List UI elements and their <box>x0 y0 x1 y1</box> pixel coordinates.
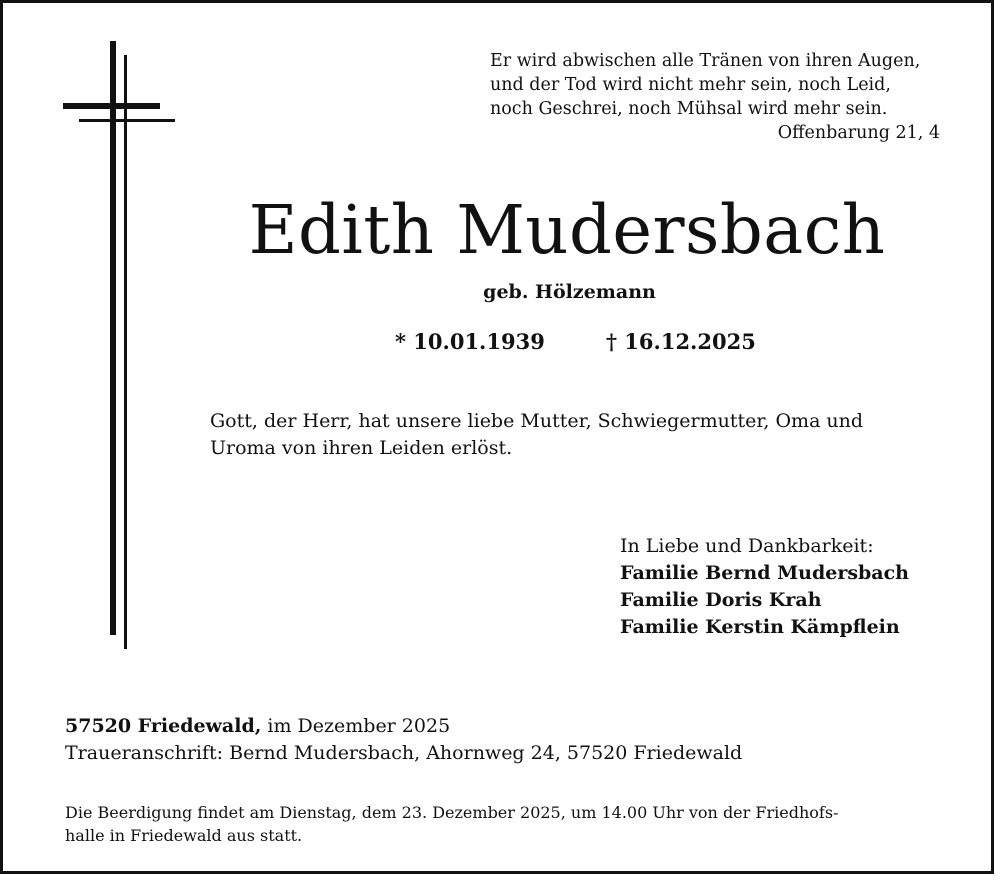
family-name: Familie Bernd Mudersbach <box>620 562 909 584</box>
family-name: Familie Doris Krah <box>620 589 822 611</box>
funeral-line: Die Beerdigung findet am Dienstag, dem 23. Dezember 2025, um 14.00 Uhr von der Friedhofs- <box>65 803 839 822</box>
quote-source: Offenbarung 21, 4 <box>777 123 940 143</box>
message-line: Uroma von ihren Leiden erlöst. <box>210 437 513 459</box>
family-name: Familie Kerstin Kämpflein <box>620 616 900 638</box>
death-date: † 16.12.2025 <box>606 329 756 354</box>
deceased-name: Edith Mudersbach <box>248 191 886 269</box>
funeral-info <box>65 801 838 847</box>
quote-line: und der Tod wird nicht mehr sein, noch Leid, <box>490 75 891 95</box>
obituary-message <box>210 408 955 462</box>
place-and-address <box>65 713 742 767</box>
place-date: im Dezember 2025 <box>261 715 451 737</box>
quote-line: Er wird abwischen alle Tränen von ihren Augen, <box>490 51 921 71</box>
quote-line: noch Geschrei, noch Mühsal wird mehr sein. <box>490 99 888 119</box>
place-location: 57520 Friedewald, <box>65 715 262 737</box>
birth-date: * 10.01.1939 <box>395 329 545 354</box>
bible-quote <box>490 49 950 145</box>
maiden-name: geb. Hölzemann <box>483 281 656 303</box>
mourning-address: Traueranschrift: Bernd Mudersbach, Ahornweg 24, 57520 Friedewald <box>65 742 743 764</box>
funeral-line: halle in Friedewald aus statt. <box>65 826 303 845</box>
message-line: Gott, der Herr, hat unsere liebe Mutter, Schwiegermutter, Oma und <box>210 410 864 432</box>
signers-block <box>620 533 909 641</box>
place-date-line <box>65 713 742 740</box>
cross-icon <box>3 3 203 663</box>
signers-intro: In Liebe und Dankbarkeit: <box>620 535 874 557</box>
